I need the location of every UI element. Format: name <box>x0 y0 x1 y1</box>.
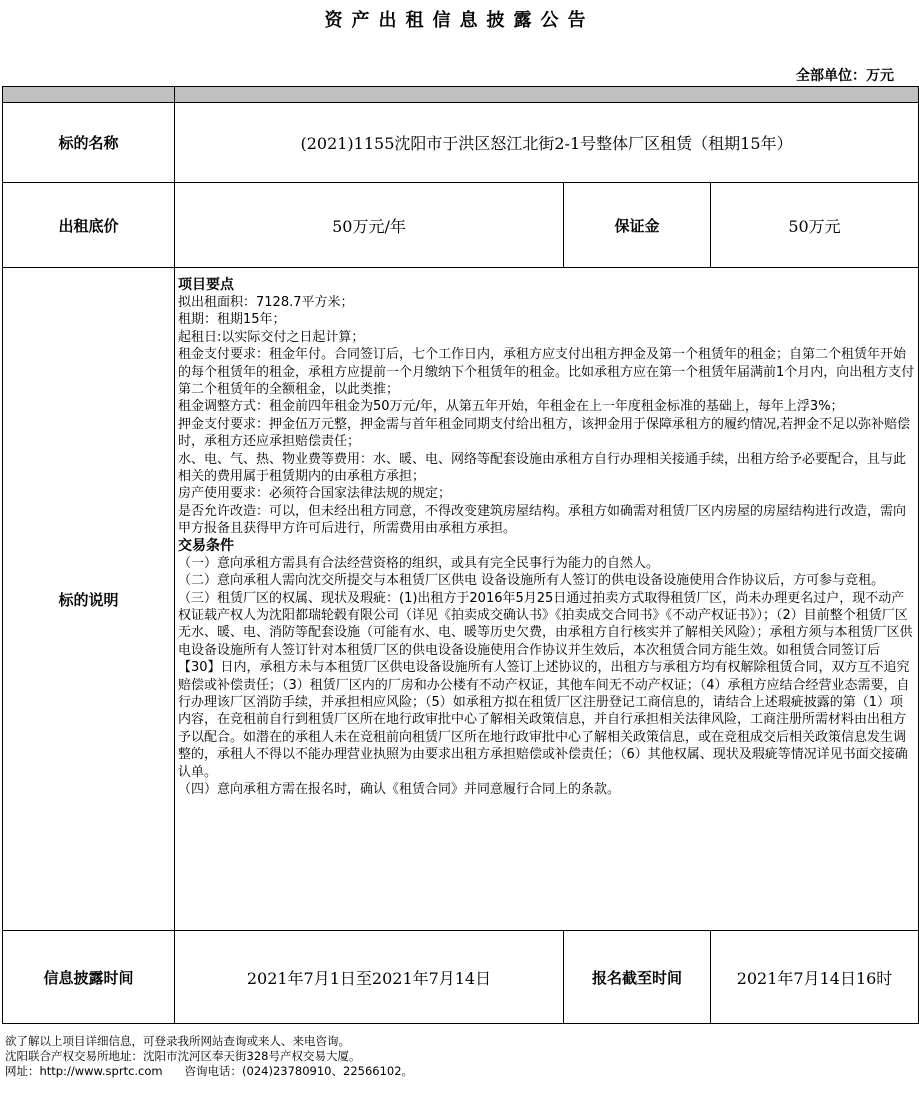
time-row <box>3 931 919 1024</box>
condition-line: （三）租赁厂区的权属、现状及瑕疵：(1)出租方于2016年5月25日通过拍卖方式取得租赁厂区，尚未办理更名过户，现不动产权证载产权人为沈阳都瑞轮毂有限公司（详见《拍卖成交确认书》《拍卖成交合同书》《不动产权证书》）；（2）目前整个租赁厂区无水、暖、电、消防等配套设施（可能有水、电、暖等历史欠费，由承租方自行核实并了解相关风险）；承租方须与本租赁厂区供电设备设施所有人签订针对本租赁厂区的供电设备设施使用合作协议并生效后，本次租赁合同方能生效。如租赁合同签订后【30】日内，承租方未与本租赁厂区供电设备设施所有人签订上述协议的，出租方与承租方均有权解除租赁合同，双方互不追究赔偿或补偿责任；（3）租赁厂区内的厂房和办公楼有不动产权证，其他车间无不动产权证；（4）承租方应结合经营业态需要，自行办理该厂区消防手续，并承担相应风险；（5）如承租方拟在租赁厂区注册登记工商信息的，请结合上述瑕疵披露的第（1）项内容，在竞租前自行到租赁厂区所在地行政审批中心了解相关政策信息，并自行承担相关法律风险，工商注册所需材料由出租方予以配合。如潜在的承租人未在竞租前向租赁厂区所在地行政审批中心了解相关政策信息，或在竞租成交后相关政策信息发生调整的，承租人不得以不能办理营业执照为由要求出租方承担赔偿或补偿责任；（6）其他权属、现状及瑕疵等情况详见书面交接确认单。 <box>178 590 913 780</box>
desc-line: 房产使用要求：必须符合国家法律法规的规定； <box>178 486 452 502</box>
desc-line: 押金支付要求：押金伍万元整，押金需与首年租金同期支付给出租方，该押金用于保障承租方的履约情况,若押金不足以弥补赔偿时，承租方还应承担赔偿责任； <box>178 416 911 450</box>
time-value: 2021年7月1日至2021年7月14日 <box>175 931 564 1024</box>
condition-line: （二）意向承租人需向沈交所提交与本租赁厂区供电 设备设施所有人签订的供电设备设施使用合作协议后，方可参与竞租。 <box>178 573 885 589</box>
disclosure-table <box>2 86 919 1024</box>
footer <box>5 1034 413 1079</box>
description-label: 标的说明 <box>3 268 175 931</box>
description-content <box>175 268 919 931</box>
footer-line-inquiry: 欲了解以上项目详细信息，可登录我所网站查询或来人、来电咨询。 <box>5 1034 350 1048</box>
desc-line: 水、电、气、热、物业费等费用：水、暖、电、网络等配套设施由承租方自行办理相关接通手续，出租方给予必要配合，且与此相关的费用属于租赁期内的由承租方承担； <box>178 451 907 485</box>
section-title-trade-conditions: 交易条件 <box>178 537 234 554</box>
time-label: 信息披露时间 <box>3 931 175 1024</box>
header-bar-cell <box>175 87 919 103</box>
price-label: 出租底价 <box>3 183 175 268</box>
footer-line-contact: 网址：http://www.sprtc.com 咨询电话：(024)23780910、22566102。 <box>5 1064 414 1078</box>
deadline-value: 2021年7月14日16时 <box>711 931 919 1024</box>
condition-line: （一）意向承租方需具有合法经营资格的组织，或具有完全民事行为能力的自然人。 <box>178 555 660 571</box>
condition-line: （四）意向承租方需在报名时，确认《租赁合同》并同意履行合同上的条款。 <box>178 781 621 797</box>
deadline-label: 报名截至时间 <box>564 931 711 1024</box>
desc-line: 拟出租面积：7128.7平方米； <box>178 295 354 310</box>
header-bar-row <box>3 87 919 103</box>
page-title: 资产出租信息披露公告 <box>324 10 595 31</box>
price-row <box>3 183 919 268</box>
description-row <box>3 268 919 931</box>
desc-line: 租金支付要求：租金年付。合同签订后，七个工作日内，承租方应支付出租方押金及第一个租赁年的租金；自第二个租赁年开始的每个租赁年的租金，承租方应提前一个月缴纳下个租赁年的租金。比如承租方应在第一个租赁年届满前1个月内，向出租方支付第二个租赁年的全额租金，以此类推； <box>178 347 915 398</box>
name-value: (2021)1155沈阳市于洪区怒江北街2-1号整体厂区租赁（租期15年） <box>175 103 919 183</box>
deposit-label: 保证金 <box>564 183 711 268</box>
price-value: 50万元/年 <box>175 183 564 268</box>
desc-line: 租期：租期15年； <box>178 312 286 328</box>
header-bar-cell <box>3 87 175 103</box>
name-label: 标的名称 <box>3 103 175 183</box>
footer-line-address: 沈阳联合产权交易所地址：沈阳市沈河区奉天街328号产权交易大厦。 <box>5 1049 361 1063</box>
unit-note: 全部单位：万元 <box>796 68 894 84</box>
desc-line: 租金调整方式：租金前四年租金为50万元/年，从第五年开始，年租金在上一年度租金标准的基础上，每年上浮3%； <box>178 399 844 415</box>
deposit-value: 50万元 <box>711 183 919 268</box>
name-row <box>3 103 919 183</box>
desc-line: 是否允许改造：可以，但未经出租方同意，不得改变建筑房屋结构。承租方如确需对租赁厂区内房屋的房屋结构进行改造，需向甲方报备且获得甲方许可后进行，所需费用由承租方承担。 <box>178 503 907 537</box>
desc-line: 起租日:以实际交付之日起计算； <box>178 329 365 345</box>
section-title-project-points: 项目要点 <box>178 277 234 293</box>
